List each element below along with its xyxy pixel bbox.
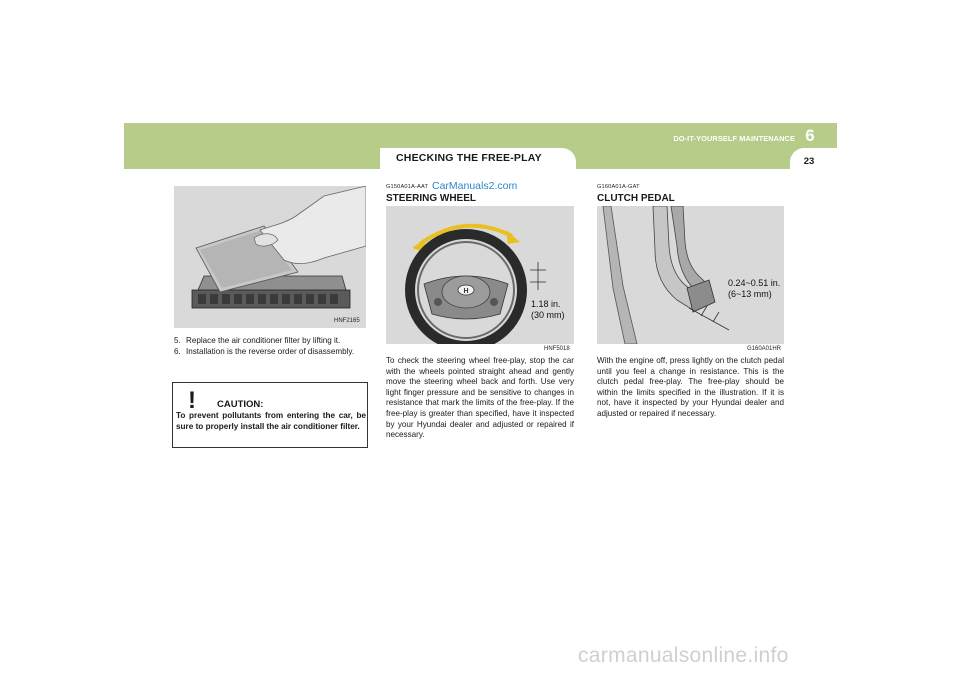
svg-text:H: H bbox=[463, 288, 469, 295]
footer-watermark: carmanualsonline.info bbox=[578, 644, 789, 667]
filter-illustration bbox=[174, 186, 366, 328]
caution-box bbox=[172, 382, 368, 448]
section-title: CHECKING THE FREE-PLAY bbox=[396, 152, 542, 164]
step-item bbox=[174, 347, 366, 358]
clutch-freeplay-mm: (6~13 mm) bbox=[728, 289, 772, 299]
top-watermark: CarManuals2.com bbox=[432, 180, 518, 192]
step-text: Installation is the reverse order of disassembly. bbox=[186, 346, 355, 356]
clutch-freeplay-label bbox=[728, 278, 780, 300]
page-number: 23 bbox=[803, 156, 815, 167]
clutch-body: With the engine off, press lightly on the clutch pedal until you feel a change in resistance. This is the clutch pedal free-play. The free-play should be within the limits specified in the illustration. If it is not, have it inspected by your Hyundai dealer and adjusted or repaired if necessary. bbox=[597, 356, 784, 418]
steering-figure-code: HNF5018 bbox=[544, 346, 570, 352]
steering-wheel-illustration bbox=[386, 206, 574, 344]
caution-text: To prevent pollutants from entering the car, be sure to properly install the air conditioner filter. bbox=[176, 411, 366, 431]
steering-title: STEERING WHEEL bbox=[386, 193, 477, 204]
exclamation-icon: ! bbox=[188, 387, 196, 414]
steering-figure bbox=[386, 206, 574, 344]
steering-code: G150A01A-AAT bbox=[386, 184, 429, 190]
step-item bbox=[174, 336, 366, 347]
steering-freeplay-mm: (30 mm) bbox=[531, 310, 565, 320]
chapter-number: 6 bbox=[805, 126, 815, 145]
steering-freeplay-label bbox=[531, 299, 565, 321]
steering-freeplay-inches: 1.18 in. bbox=[531, 299, 561, 309]
steering-body: To check the steering wheel free-play, stop the car with the wheels pointed straight ahead and gently move the steering wheel back and forth. Use very light finger pressure and be sensitive to changes in resistance that mark the limits of the free-play. If the free-play is greater than specified, have it inspected by your Hyundai dealer and adjusted or repaired if necessary. bbox=[386, 356, 574, 440]
step-number: 5. bbox=[174, 336, 181, 345]
filter-figure bbox=[174, 186, 366, 328]
step-number: 6. bbox=[174, 346, 181, 356]
caution-title: CAUTION: bbox=[217, 399, 264, 410]
clutch-title: CLUTCH PEDAL bbox=[597, 193, 675, 204]
step-text: Replace the air conditioner filter by lifting it. bbox=[186, 336, 341, 345]
steps-list bbox=[174, 336, 366, 357]
clutch-figure bbox=[597, 206, 784, 344]
chapter-title: DO-IT-YOURSELF MAINTENANCE bbox=[673, 134, 795, 143]
clutch-freeplay-inches: 0.24~0.51 in. bbox=[728, 278, 781, 288]
clutch-pedal-illustration bbox=[597, 206, 784, 344]
clutch-code: G160A01A-GAT bbox=[597, 184, 640, 190]
clutch-figure-code: G160A01HR bbox=[747, 346, 782, 352]
filter-figure-code: HNF2165 bbox=[334, 318, 360, 324]
